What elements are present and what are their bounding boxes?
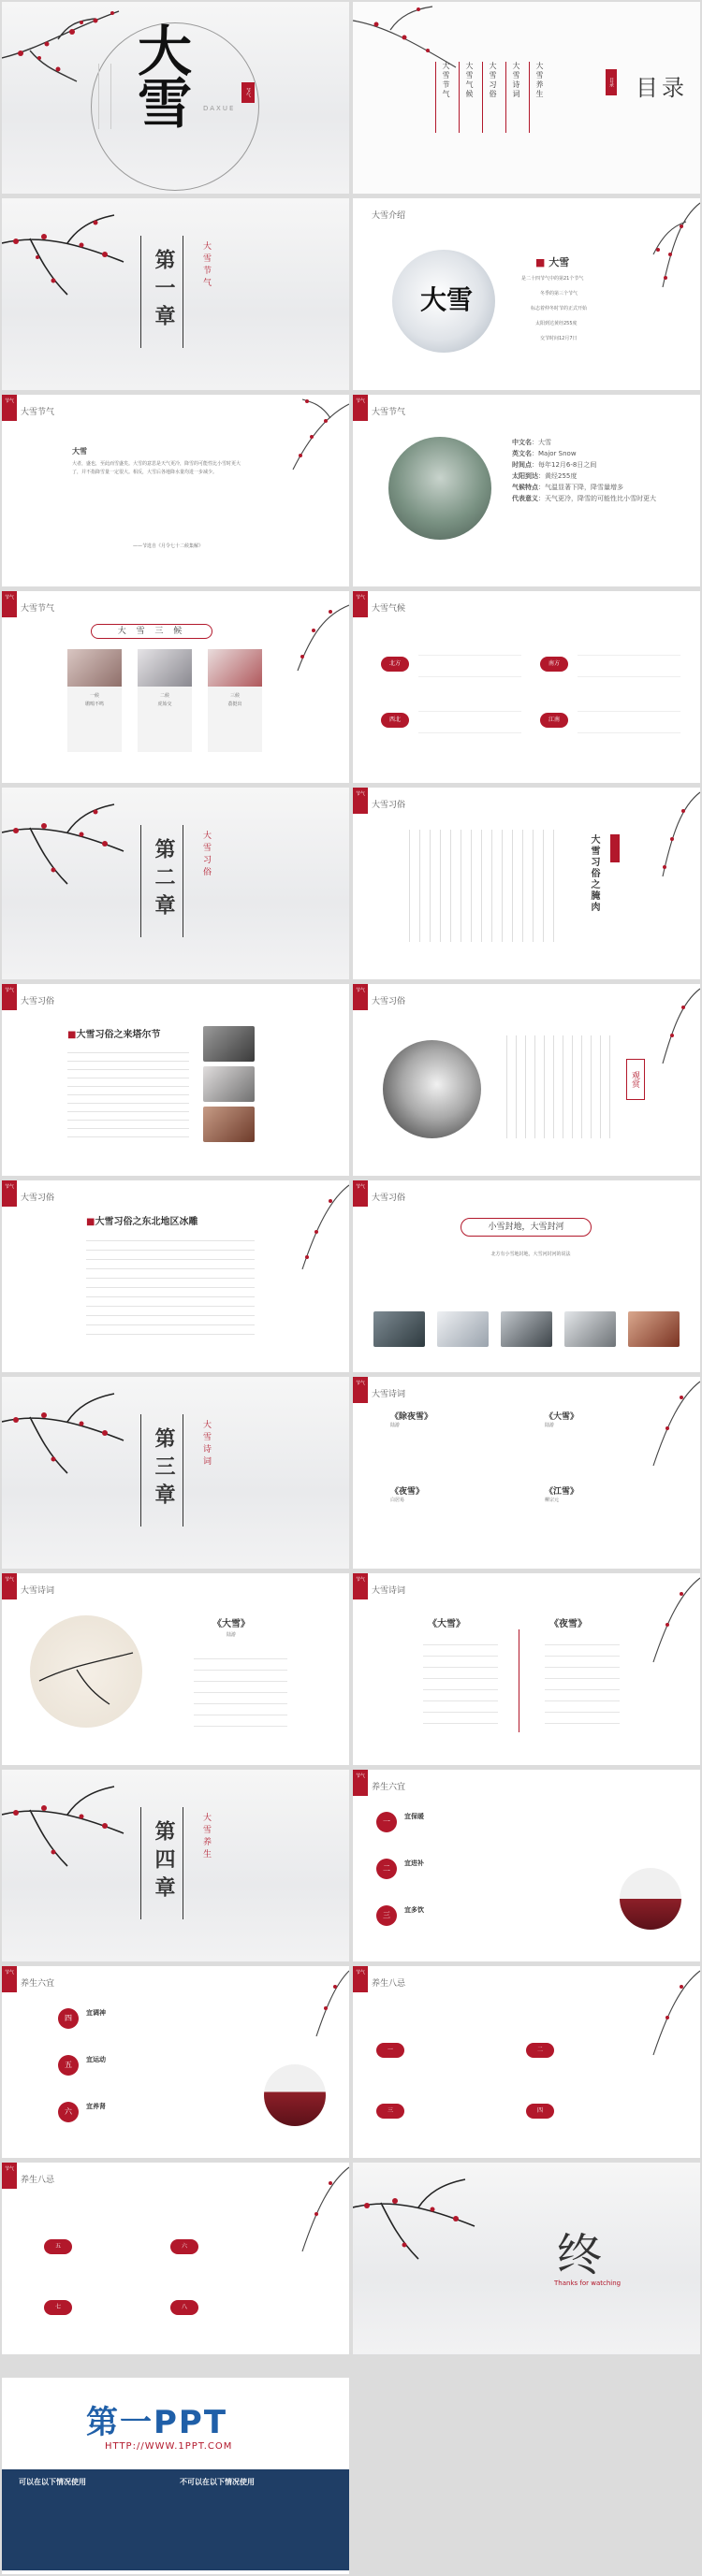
poem-author: 陆游 [390, 1423, 401, 1428]
slide-daxue-info[interactable] [353, 395, 700, 586]
slide-header: 养生六宜 [372, 1783, 406, 1792]
plum-branch-icon [274, 395, 349, 479]
hou-card [67, 649, 122, 752]
plum-branch-icon [625, 1573, 700, 1667]
footer-bar [2, 2469, 349, 2570]
health-item: 宜养肾 [86, 2103, 106, 2110]
info-row: 中文名：大雪 [512, 439, 551, 446]
climate-text [418, 655, 521, 677]
taboo-number[interactable]: 三 [376, 2104, 404, 2119]
slide-poem-double[interactable] [353, 1573, 700, 1765]
contents-list [435, 62, 545, 133]
plum-branch-icon [2, 795, 133, 898]
header-ribbon: 节气 [2, 1180, 17, 1207]
poem-body [545, 1634, 620, 1732]
chapter-subtitle: 大雪节气 [201, 241, 211, 290]
three-hou-banner: 大 雪 三 候 [91, 624, 212, 639]
poem-author: 柳宗元 [545, 1498, 560, 1503]
header-ribbon: 节气 [2, 395, 17, 421]
cover-subtitle: DAXUE [203, 105, 236, 112]
hou-card [138, 649, 192, 752]
snow-photo [392, 250, 495, 353]
climate-button[interactable]: 西北 [381, 713, 409, 728]
custom-body [67, 1045, 189, 1138]
header-ribbon: 节气 [353, 1377, 368, 1403]
slide-header: 大雪节气 [21, 604, 55, 614]
ppt-url[interactable]: HTTP://WWW.1PPT.COM [105, 2441, 233, 2452]
hou-photo [138, 649, 192, 687]
cover-title: 大雪 [128, 22, 192, 127]
custom-body [86, 1232, 255, 1335]
header-ribbon: 节气 [353, 1180, 368, 1207]
header-ribbon: 节气 [353, 1573, 368, 1599]
slide-health-2[interactable] [2, 1966, 349, 2158]
slide-poem-single[interactable] [2, 1573, 349, 1765]
slide-chapter-4[interactable] [2, 1770, 349, 1961]
slide-intro[interactable] [353, 198, 700, 390]
slide-header: 大雪节气 [372, 408, 406, 417]
poem-body [423, 1634, 498, 1732]
contents-title: 目录 [636, 75, 688, 101]
hou-photo [208, 649, 262, 687]
chapter-subtitle: 大雪养生 [201, 1813, 211, 1861]
intro-line: 交节时间12月7日 [540, 336, 578, 341]
slide-custom-1[interactable] [353, 788, 700, 979]
poem-block [390, 1484, 493, 1505]
photo-title: 大雪 [420, 284, 474, 315]
chapter-title: 第四章 [152, 1820, 175, 1904]
header-ribbon: 节气 [353, 395, 368, 421]
info-row: 英文名：Major Snow [512, 450, 577, 457]
chapter-title: 第三章 [152, 1427, 175, 1512]
ppt-footer [2, 2378, 349, 2574]
poem-title: 《大雪》 [428, 1619, 465, 1629]
header-ribbon: 节气 [353, 1770, 368, 1796]
health-number[interactable]: 一 [376, 1812, 397, 1832]
header-ribbon: 节气 [353, 984, 368, 1010]
end-title: 终 [557, 2229, 603, 2281]
section-name: 大雪 [72, 447, 87, 456]
ice-sculpture-photo [383, 1040, 481, 1138]
plum-branch-icon [353, 2170, 484, 2273]
custom-photo [203, 1107, 255, 1142]
health-item: 宜调神 [86, 2009, 106, 2017]
taboo-number[interactable]: 七 [44, 2300, 72, 2315]
slide-header: 养生八忌 [372, 1979, 406, 1989]
health-item: 宜进补 [404, 1860, 424, 1867]
custom-stamp: 观赏 [626, 1059, 645, 1100]
intro-line: 是二十四节气中的第21个节气 [521, 276, 584, 282]
poem-block [390, 1410, 493, 1430]
slide-daxue-text[interactable] [2, 395, 349, 586]
health-number[interactable]: 六 [58, 2102, 79, 2122]
plum-branch-icon [635, 198, 700, 292]
header-ribbon: 节气 [353, 788, 368, 814]
climate-text [578, 655, 680, 677]
custom-photo [203, 1066, 255, 1102]
info-row: 代表意义：天气更冷，降雪的可能性比小雪时更大 [512, 495, 656, 502]
slide-header: 大雪习俗 [372, 801, 406, 810]
cover-text-block [98, 64, 111, 129]
chapter-subtitle: 大雪习俗 [201, 831, 211, 879]
taboo-number[interactable]: 二 [526, 2043, 554, 2058]
info-row: 太阳到达：黄经255度 [512, 472, 578, 480]
intro-line: 标志着仲冬时节的正式开始 [531, 306, 588, 311]
footer-can: 可以在以下情况使用 [19, 2478, 86, 2486]
custom-photo [501, 1311, 552, 1347]
slide-custom-3[interactable] [353, 984, 700, 1176]
poem-title: 《除夜雪》 [390, 1412, 433, 1422]
custom-title: ■大雪习俗之来塔尔节 [67, 1030, 161, 1040]
custom-title: 大雪习俗之腌肉 [589, 834, 599, 913]
slide-taboo-1[interactable] [353, 1966, 700, 2158]
slide-header: 大雪诗词 [372, 1390, 406, 1399]
contents-seal: 目录 [606, 69, 617, 95]
custom-text-columns [498, 1035, 610, 1138]
contents-item[interactable]: 大雪诗词 [505, 62, 521, 133]
health-number[interactable]: 三 [376, 1905, 397, 1926]
custom-photo [203, 1026, 255, 1062]
slide-contents[interactable] [353, 2, 700, 194]
contents-item[interactable]: 大雪养生 [529, 62, 545, 133]
info-list [512, 437, 690, 504]
slide-cover[interactable] [2, 2, 349, 194]
taboo-number[interactable]: 八 [170, 2300, 198, 2315]
hou-title: 三候 [229, 693, 240, 699]
slide-header: 养生六宜 [21, 1979, 55, 1989]
ink-painting [30, 1615, 142, 1728]
slide-header: 大雪习俗 [372, 1194, 406, 1203]
climate-text [578, 711, 680, 733]
slide-chapter-3[interactable] [2, 1377, 349, 1569]
taboo-number[interactable]: 四 [526, 2104, 554, 2119]
section-quote: ——节选自《月令七十二候集解》 [133, 543, 204, 549]
slide-header: 大雪介绍 [372, 211, 406, 221]
slide-taboo-2[interactable] [2, 2163, 349, 2354]
climate-button[interactable]: 北方 [381, 657, 409, 672]
health-number[interactable]: 四 [58, 2008, 79, 2029]
health-item: 宜保暖 [404, 1813, 424, 1820]
plum-branch-icon [635, 984, 700, 1068]
chapter-frame [140, 825, 183, 937]
custom-seal [610, 834, 620, 862]
hou-photo [67, 649, 122, 687]
food-photo [620, 1868, 681, 1930]
health-number[interactable]: 五 [58, 2055, 79, 2076]
slide-header: 大雪诗词 [372, 1586, 406, 1596]
health-item: 宜多饮 [404, 1906, 424, 1914]
slide-header: 大雪诗词 [21, 1586, 55, 1596]
plum-branch-icon [2, 1384, 133, 1487]
slide-custom-2[interactable] [2, 984, 349, 1176]
poem-author: 陆游 [545, 1423, 555, 1428]
taboo-number[interactable]: 六 [170, 2239, 198, 2254]
slide-header: 大雪习俗 [21, 1194, 55, 1203]
poem-body [194, 1648, 287, 1732]
ink-branch-icon [30, 1615, 142, 1728]
hou-title: 二候 [159, 693, 169, 699]
info-row: 气候特点：气温显著下降，降雪量增多 [512, 484, 623, 491]
slide-header: 大雪习俗 [21, 997, 55, 1006]
ppt-logo[interactable]: 第一PPT [86, 2404, 228, 2441]
poem-title: 《江雪》 [545, 1487, 579, 1497]
poem-author: 白居易 [390, 1498, 405, 1503]
chapter-title: 第二章 [152, 838, 175, 922]
hou-desc: 荔挺出 [227, 702, 242, 707]
header-ribbon: 节气 [2, 1966, 17, 1992]
hou-desc: 虎始交 [157, 702, 172, 707]
cover-seal: 节气 [241, 82, 255, 103]
header-ribbon: 节气 [353, 1966, 368, 1992]
custom-photo [437, 1311, 489, 1347]
plum-branch-icon [2, 1777, 133, 1880]
contents-item[interactable]: 大雪节气 [435, 62, 451, 133]
footer-cannot: 不可以在以下情况使用 [180, 2478, 255, 2486]
slide-header: 大雪气候 [372, 604, 406, 614]
contents-item[interactable]: 大雪习俗 [482, 62, 498, 133]
custom-photo [564, 1311, 616, 1347]
header-ribbon: 节气 [2, 1573, 17, 1599]
food-photo [264, 2064, 326, 2126]
custom-body: 北方有小雪地封地，大雪河封河的说法 [490, 1252, 571, 1257]
custom-photo [373, 1311, 425, 1347]
plum-branch-icon [625, 1966, 700, 2060]
chapter-subtitle: 大雪诗词 [201, 1420, 211, 1469]
slide-end[interactable] [353, 2163, 700, 2354]
taboo-number[interactable]: 一 [376, 2043, 404, 2058]
slide-chapter-2[interactable] [2, 788, 349, 979]
header-ribbon: 节气 [353, 591, 368, 617]
health-number[interactable]: 二 [376, 1859, 397, 1879]
slide-header: 大雪习俗 [372, 997, 406, 1006]
header-ribbon: 节气 [2, 591, 17, 617]
poem-title: 《夜雪》 [549, 1619, 587, 1629]
plum-branch-icon [274, 1180, 349, 1274]
custom-photo [628, 1311, 680, 1347]
custom-title: ■大雪习俗之东北地区冰雕 [86, 1217, 198, 1227]
plum-branch-icon [274, 591, 349, 675]
poem-title: 《大雪》 [212, 1619, 250, 1629]
chapter-frame [140, 236, 183, 348]
header-ribbon: 节气 [2, 984, 17, 1010]
poem-block [545, 1484, 648, 1505]
end-subtitle: Thanks for watching [554, 2279, 622, 2287]
info-row: 时间点：每年12月6-8日之间 [512, 461, 597, 469]
hou-title: 一候 [89, 693, 99, 699]
health-item: 宜运动 [86, 2056, 106, 2063]
slide-header: 养生八忌 [21, 2176, 55, 2185]
slide-poems[interactable] [353, 1377, 700, 1569]
slide-custom-5[interactable] [353, 1180, 700, 1372]
slide-header: 大雪节气 [21, 408, 55, 417]
poem-title: 《大雪》 [545, 1412, 579, 1422]
custom-title: 小雪封地，大雪封河 [461, 1218, 592, 1237]
plum-branch-icon [2, 206, 133, 309]
header-ribbon: 节气 [2, 2163, 17, 2189]
slide-custom-4[interactable] [2, 1180, 349, 1372]
hou-desc: 鹖鴠不鸣 [84, 702, 104, 707]
plum-branch-icon [284, 1966, 349, 2041]
climate-button[interactable]: 江南 [540, 713, 568, 728]
section-body: 大者，盛也，至此而雪盛矣。大雪的意思是天气更冷，降雪的可能性比小雪时更大了，并不指降雪量一定很大。相反，大雪后各地降水量均进一步减少。 [72, 461, 241, 475]
climate-button[interactable]: 南方 [540, 657, 568, 672]
plum-branch-icon [635, 788, 700, 881]
slide-chapter-1[interactable] [2, 198, 349, 390]
chapter-frame [140, 1807, 183, 1919]
poem-title: 《夜雪》 [390, 1487, 425, 1497]
plum-branch-icon [625, 1377, 700, 1470]
chapter-title: 第一章 [152, 249, 175, 333]
taboo-number[interactable]: 五 [44, 2239, 72, 2254]
slide-climate[interactable] [353, 591, 700, 783]
chapter-frame [140, 1414, 183, 1527]
custom-text-columns [400, 830, 559, 942]
intro-line: 太阳到达黄经255度 [535, 321, 578, 326]
contents-item[interactable]: 大雪气候 [459, 62, 475, 133]
plum-branch-icon [274, 2163, 349, 2256]
climate-text [418, 711, 521, 733]
poem-author: 陆游 [227, 1632, 237, 1638]
slide-health-1[interactable] [353, 1770, 700, 1961]
snow-forest-photo [388, 437, 491, 540]
hou-card [208, 649, 262, 752]
slide-three-hou[interactable] [2, 591, 349, 783]
intro-line: 冬季的第三个节气 [540, 291, 578, 297]
intro-name: ■ 大雪 [535, 256, 570, 268]
